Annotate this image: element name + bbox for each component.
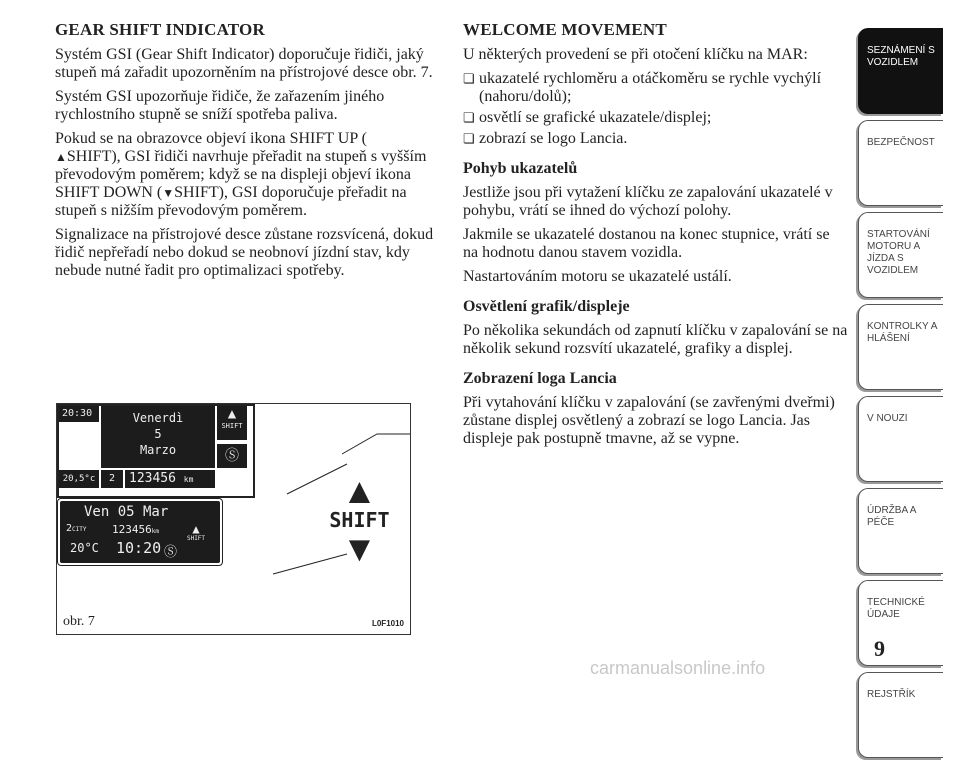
figure-gsi-display <box>56 403 411 635</box>
list-item: ❏ zobrazí se logo Lancia. <box>463 130 848 148</box>
eco-icon: Ⓢ <box>164 544 178 559</box>
tab-bezpecnost[interactable]: BEZPEČNOST <box>858 120 943 206</box>
shift-indicator-enlarged: ▲ SHIFT ▼ <box>322 474 397 566</box>
shift-down-icon: ▼ <box>162 186 175 200</box>
paragraph: Systém GSI (Gear Shift Indicator) doporučuje řidiči, jaký stupeň má zařadit upozorněním na přístrojové desce obr. 7. <box>55 46 433 81</box>
paragraph: U některých provedení se při otočení klíčku na MAR: <box>463 46 808 63</box>
watermark: carmanualsonline.info <box>590 658 766 678</box>
figure-caption: obr. 7 <box>63 614 95 629</box>
lcd-gear: 2 <box>101 470 123 488</box>
tab-rejstrik[interactable]: REJSTŘÍK <box>858 672 943 758</box>
lcd2-shift-up: ▲ SHIFT <box>184 523 208 542</box>
paragraph: Systém GSI upozorňuje řidiče, že zařazením jiného rychlostního stupně se sníží spotřeba paliva. <box>55 88 385 123</box>
section-title-gsi: GEAR SHIFT INDICATOR <box>55 20 265 39</box>
paragraph: Po několika sekundách od zapnutí klíčku v zapalování se na několik sekund rozsvítí ukazatelé, grafiky a displej. <box>463 322 848 357</box>
tab-startovani[interactable]: STARTOVÁNÍ MOTORU A JÍZDA S VOZIDLEM <box>858 212 943 298</box>
paragraph: Jestliže jsou při vytažení klíčku ze zapalování ukazatelé v pohybu, vrátí se ihned do výchozí polohy. <box>463 184 833 219</box>
eco-icon: Ⓢ <box>217 444 247 468</box>
shift-down-triangle-icon: ▼ <box>341 529 378 569</box>
tab-v-nouzi[interactable]: V NOUZI <box>858 396 943 482</box>
shift-up-triangle-icon: ▲ <box>341 471 378 511</box>
right-column <box>463 20 848 454</box>
figure-code: L0F1010 <box>371 619 404 628</box>
shift-up-arrow-icon: ▲ <box>192 522 200 536</box>
lcd-odometer: 123456 km <box>125 470 215 488</box>
display-cluster-2 <box>57 498 223 566</box>
paragraph-shift: Pokud se na obrazovce objeví ikona SHIFT UP ( ▲SHIFT), GSI řidiči navrhuje přeřadit na stupeň s vyšším převodovým poměrem; když se na displeji objeví ikona SHIFT DOWN (▼SHIFT), GSI doporučuje přeřadit na stupeň s nižším převodovým poměrem. <box>55 130 427 219</box>
paragraph: Jakmile se ukazatelé dostanou na konec stupnice, vrátí se na hodnotu danou stavem vozidla. <box>463 226 830 261</box>
lcd2-gear: 2CITY <box>66 523 87 534</box>
section-title-welcome: WELCOME MOVEMENT <box>463 20 667 39</box>
lcd-time: 20:30 <box>59 406 99 422</box>
bullet-list <box>463 70 848 148</box>
tab-udrzba[interactable]: ÚDRŽBA A PÉČE <box>858 488 943 574</box>
list-item: ❏ osvětlí se grafické ukazatele/displej; <box>463 109 848 127</box>
paragraph: Nastartováním motoru se ukazatelé ustálí. <box>463 268 732 285</box>
shift-up-icon: ▲ <box>55 150 67 164</box>
left-column <box>55 20 440 286</box>
lcd-temp: 20,5°c <box>59 470 99 488</box>
list-item: ❏ ukazatelé rychloměru a otáčkoměru se rychle vychýlí (nahoru/dolů); <box>463 70 848 106</box>
page-number: 9 <box>874 636 885 661</box>
chapter-tabs <box>858 28 943 764</box>
subheading-osvetleni: Osvětlení grafik/displeje <box>463 298 630 315</box>
tab-seznameni[interactable]: SEZNÁMENÍ S VOZIDLEM <box>858 28 943 114</box>
lcd-date-panel: Venerdì 5 Marzo <box>101 406 215 468</box>
tab-technicke[interactable]: TECHNICKÉ ÚDAJE <box>858 580 943 666</box>
lcd-shift-up: ▲ SHIFT <box>217 406 247 440</box>
lcd2-date: Ven 05 Mar <box>84 504 169 520</box>
shift-up-arrow-icon: ▲ <box>227 406 237 422</box>
subheading-pohyb: Pohyb ukazatelů <box>463 160 578 177</box>
lcd2-time: 10:20 <box>116 539 162 557</box>
subheading-logo: Zobrazení loga Lancia <box>463 370 617 387</box>
paragraph: Při vytahování klíčku v zapalování (se zavřenými dveřmi) zůstane displej osvětlený a zobrazí se logo Lancia. Jas displeje pak postupně tmavne, až se vypne. <box>463 394 835 447</box>
lcd2-odometer: 123456km <box>112 523 159 536</box>
tab-kontrolky[interactable]: KONTROLKY A HLÁŠENÍ <box>858 304 943 390</box>
lcd2-temp: 20°C <box>70 541 99 555</box>
paragraph: Signalizace na přístrojové desce zůstane rozsvícená, dokud řidič nepřeřadí nebo dokud se neobnoví jízdní stav, kdy nebude nutné řadit pro optimalizaci spotřeby. <box>55 226 434 279</box>
